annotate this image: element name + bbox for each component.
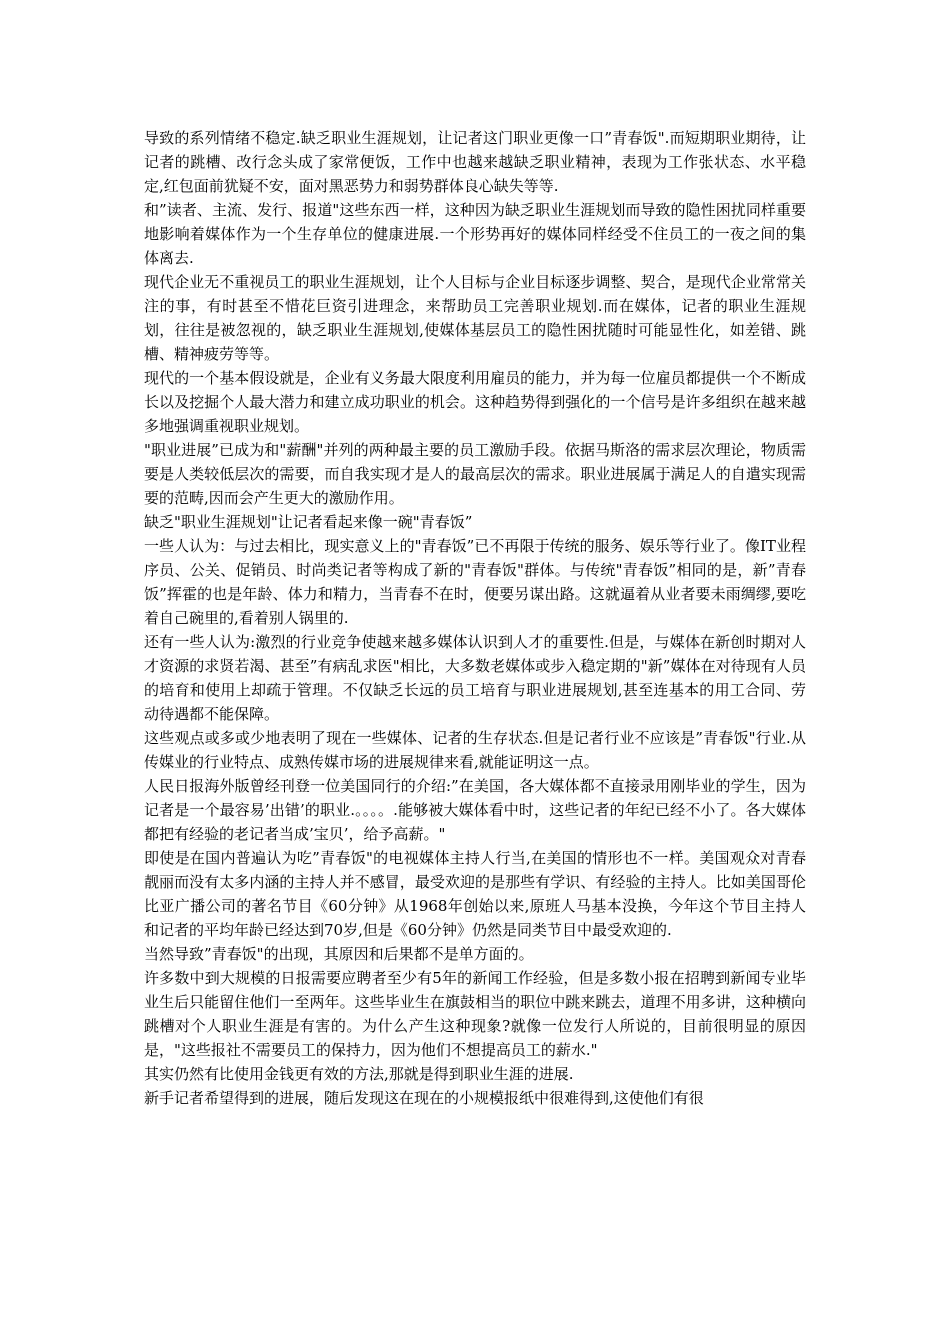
paragraph: 即使是在国内普遍认为吃”青春饭"的电视媒体主持人行当,在美国的情形也不一样。美国观众对青春靓丽而没有太多内涵的主持人并不感冒，最受欢迎的是那些有学识、有经验的主持人。比如美国哥伦比亚广播公司的著名节目《60分钟》从1968年创始以来,原班人马基本没换，今年这个节目主持人和记者的平均年龄已经达到70岁,但是《60分钟》仍然是同类节目中最受欢迎的. xyxy=(144,849,806,939)
paragraph: 现代的一个基本假设就是，企业有义务最大限度利用雇员的能力，并为每一位雇员都提供一个不断成长以及挖掘个人最大潜力和建立成功职业的机会。这种趋势得到强化的一个信号是许多组织在越来越多地强调重视职业规划。 xyxy=(144,369,806,435)
paragraph: 一些人认为：与过去相比，现实意义上的"青春饭”已不再限于传统的服务、娱乐等行业了。像IT业程序员、公关、促销员、时尚类记者等构成了新的"青春饭"群体。与传统"青春饭”相同的是，新”青春饭”挥霍的也是年龄、体力和精力，当青春不在时，便要另谋出路。这就逼着从业者要未雨绸缪,要吃着自己碗里的,看着别人锅里的. xyxy=(144,537,806,627)
paragraph: 导致的系列情绪不稳定.缺乏职业生涯规划，让记者这门职业更像一口”青春饭".而短期职业期待，让记者的跳槽、改行念头成了家常便饭，工作中也越来越缺乏职业精神，表现为工作张状态、水平稳定,红包面前犹疑不安，面对黑恶势力和弱势群体良心缺失等等. xyxy=(144,129,806,195)
document-page xyxy=(144,126,806,1110)
paragraph: 人民日报海外版曾经刊登一位美国同行的介绍:”在美国，各大媒体都不直接录用刚毕业的学生，因为记者是一个最容易’出错’的职业.。。。。.能够被大媒体看中时，这些记者的年纪已经不小了。各大媒体都把有经验的老记者当成’宝贝’，给予高薪。" xyxy=(144,777,806,843)
section-heading: 缺乏"职业生涯规划"让记者看起来像一碗"青春饭” xyxy=(144,513,473,531)
paragraph: 还有一些人认为:激烈的行业竞争使越来越多媒体认识到人才的重要性.但是，与媒体在新创时期对人才资源的求贤若渴、甚至”有病乱求医"相比，大多数老媒体或步入稳定期的"新”媒体在对待现有人员的培育和使用上却疏于管理。不仅缺乏长远的员工培育与职业进展规划,甚至连基本的用工合同、劳动待遇都不能保障。 xyxy=(144,633,806,723)
paragraph: 其实仍然有比使用金钱更有效的方法,那就是得到职业生涯的进展. xyxy=(144,1065,574,1083)
paragraph: 和”读者、主流、发行、报道"这些东西一样，这种因为缺乏职业生涯规划而导致的隐性困扰同样重要地影响着媒体作为一个生存单位的健康进展.一个形势再好的媒体同样经受不住员工的一夜之间的集体离去. xyxy=(144,201,806,267)
paragraph: 新手记者希望得到的进展，随后发现这在现在的小规模报纸中很难得到,这使他们有很 xyxy=(144,1089,704,1107)
paragraph: 当然导致”青春饭"的出现，其原因和后果都不是单方面的。 xyxy=(144,945,534,963)
paragraph: 许多数中到大规模的日报需要应聘者至少有5年的新闻工作经验，但是多数小报在招聘到新闻专业毕业生后只能留住他们一至两年。这些毕业生在旗鼓相当的职位中跳来跳去，道理不用多讲，这种横向跳槽对个人职业生涯是有害的。为什么产生这种现象?就像一位发行人所说的，目前很明显的原因是，"这些报社不需要员工的保持力，因为他们不想提高员工的薪水." xyxy=(144,969,806,1059)
paragraph: "职业进展”已成为和"薪酬"并列的两种最主要的员工激励手段。依据马斯洛的需求层次理论，物质需要是人类较低层次的需要，而自我实现才是人的最高层次的需求。职业进展属于满足人的自遣实现需要的范畴,因而会产生更大的激励作用。 xyxy=(144,441,806,507)
paragraph: 现代企业无不重视员工的职业生涯规划，让个人目标与企业目标逐步调整、契合，是现代企业常常关注的事，有时甚至不惜花巨资引进理念，来帮助员工完善职业规划.而在媒体，记者的职业生涯规划，往往是被忽视的，缺乏职业生涯规划,使媒体基层员工的隐性困扰随时可能显性化，如差错、跳槽、精神疲劳等等。 xyxy=(144,273,806,363)
paragraph: 这些观点或多或少地表明了现在一些媒体、记者的生存状态.但是记者行业不应该是”青春饭"行业.从传媒业的行业特点、成熟传媒市场的进展规律来看,就能证明这一点。 xyxy=(144,729,806,771)
